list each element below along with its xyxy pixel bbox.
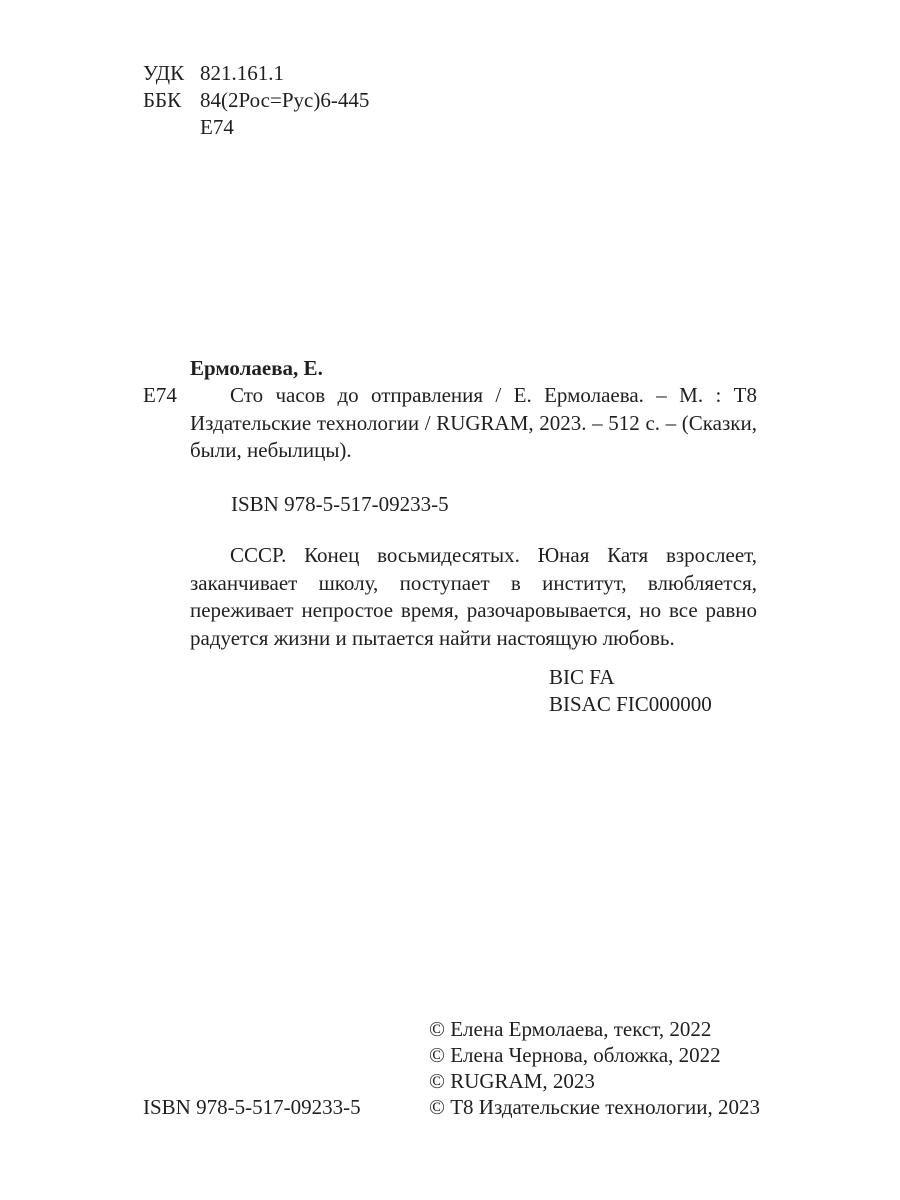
copyright-line: © Елена Чернова, обложка, 2022 <box>429 1043 721 1067</box>
description-text: Сто часов до отправления / Е. Ермолаева. – М. : Т8 Издательские технологии / RUGRAM, 2023. – 512 с. – (Сказки, были, небылицы). <box>190 383 757 462</box>
footer-isbn: ISBN 978-5-517-09233-5 <box>143 1095 361 1119</box>
author-mark: Е74 <box>200 115 234 139</box>
udk-value: 821.161.1 <box>200 61 284 85</box>
catalog-isbn: ISBN 978-5-517-09233-5 <box>231 492 449 516</box>
bic-code: BIC FA <box>549 665 615 689</box>
author-heading: Ермолаева, Е. <box>190 356 323 380</box>
catalog-author-mark: Е74 <box>143 383 177 407</box>
copyright-line: © RUGRAM, 2023 <box>429 1069 595 1093</box>
bbk-value: 84(2Рос=Рус)6-445 <box>200 88 370 112</box>
annotation <box>190 542 757 652</box>
bbk-label: ББК <box>143 88 182 112</box>
udk-label: УДК <box>143 61 185 85</box>
copyright-line: © Елена Ермолаева, текст, 2022 <box>429 1017 712 1041</box>
bibliographic-description <box>190 382 757 465</box>
copyright-block <box>429 1016 760 1120</box>
classification-block <box>143 60 369 141</box>
copyright-line: © Т8 Издательские технологии, 2023 <box>429 1095 760 1119</box>
annotation-text: СССР. Конец восьмидесятых. Юная Катя взрослеет, заканчивает школу, поступает в институт, влюбляется, переживает непростое время, разочаровывается, но все равно радуется жизни и пытается найти настоящую любовь. <box>190 543 757 650</box>
subject-codes <box>549 664 712 718</box>
author-mark-row <box>143 114 369 141</box>
bisac-code: BISAC FIC000000 <box>549 692 712 716</box>
bbk-row <box>143 87 369 114</box>
udk-row <box>143 60 369 87</box>
